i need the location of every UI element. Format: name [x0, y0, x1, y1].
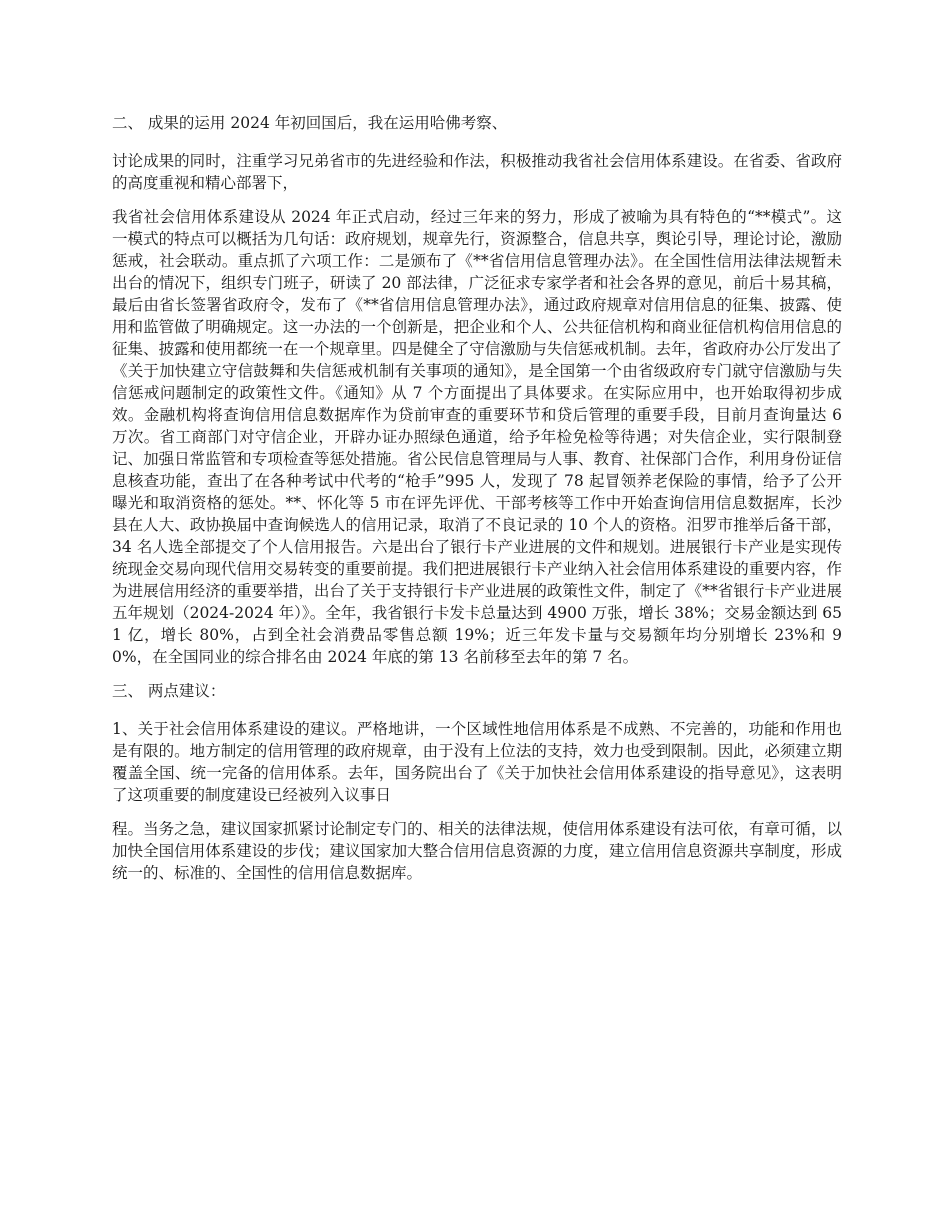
section-heading-suggestions: 三、 两点建议： — [112, 682, 226, 700]
paragraph-intro: 讨论成果的同时，注重学习兄弟省市的先进经验和作法，积极推动我省社会信用体系建设。在省委、省政府的高度重视和精心部署下， — [112, 152, 842, 192]
paragraph-suggestion-1-cont: 程。当务之急，建议国家抓紧讨论制定专门的、相关的法律法规，使信用体系建设有法可依，有章可循，以加快全国信用体系建设的步伐；建议国家加大整合信用信息资源的力度，建立信用信息资源共享制度，形成统一的、标准的、全国性的信用信息数据库。 — [112, 820, 842, 882]
section-heading-results: 二、 成果的运用 2024 年初回国后，我在运用哈佛考察、 — [112, 114, 508, 132]
paragraph-main-work: 我省社会信用体系建设从 2024 年正式启动，经过三年来的努力，形成了被喻为具有特色的“**模式”。这一模式的特点可以概括为几句话：政府规划，规章先行，资源整合，信息共享，舆论引导，理论讨论，激励惩戒，社会联动。重点抓了六项工作：二是颁布了《**省信用信息管理办法》。在全国性信用法律法规暂未出台的情况下，组织专门班子，研读了 20 部法律，广泛征求专家学者和社会各界的意见，前后十易其稿，最后由省长签署省政府令，发布了《**省信用信息管理办法》，通过政府规章对信用信息的征集、披露、使用和监管做了明确规定。这一办法的一个创新是，把企业和个人、公共征信机构和商业征信机构信用信息的征集、披露和使用都统一在一个规章里。四是健全了守信激励与失信惩戒机制。去年，省政府办公厅发出了《关于加快建立守信鼓舞和失信惩戒机制有关事项的通知》，是全国第一个由省级政府专门就守信激励与失信惩戒问题制定的政策性文件。《通知》从 7 个方面提出了具体要求。在实际应用中，也开始取得初步成效。金融机构将查询信用信息数据库作为贷前审查的重要环节和贷后管理的重要手段，目前月查询量达 6 万次。省工商部门对守信企业，开辟办证办照绿色通道，给予年检免检等待遇；对失信企业，实行限制登记、加强日常监管和专项检查等惩处措施。省公民信息管理局与人事、教育、社保部门合作，利用身份证信息核查功能，查出了在各种考试中代考的“枪手”995 人，发现了 78 起冒领养老保险的事情，给予了公开曝光和取消资格的惩处。**、怀化等 5 市在评先评优、干部考核等工作中开始查询信用信息数据库，长沙县在人大、政协换届中查询候选人的信用记录，取消了不良记录的 10 个人的资格。汨罗市推举后备干部，34 名人选全部提交了个人信用报告。六是出台了银行卡产业进展的文件和规划。进展银行卡产业是实现传统现金交易向现代信用交易转变的重要前提。我们把进展银行卡产业纳入社会信用体系建设的重要内容，作为进展信用经济的重要举措，出台了关于支持银行卡产业进展的政策性文件，制定了《**省银行卡产业进展五年规划（2024-2024 年）》。全年，我省银行卡发卡总量达到 4900 万张，增长 38%；交易金额达到 651 亿，增长 80%，占到全社会消费品零售总额 19%；近三年发卡量与交易额年均分别增长 23%和 90%，在全国同业的综合排名由 2024 年底的第 13 名前移至去年的第 7 名。 — [112, 208, 842, 666]
document-body — [112, 112, 842, 896]
paragraph-suggestion-1: 1、关于社会信用体系建设的建议。严格地讲，一个区域性地信用体系是不成熟、不完善的，功能和作用也是有限的。地方制定的信用管理的政府规章，由于没有上位法的支持，效力也受到限制。因此，必须建立期覆盖全国、统一完备的信用体系。去年，国务院出台了《关于加快社会信用体系建设的指导意见》，这表明了这项重要的制度建设已经被列入议事日 — [112, 720, 842, 804]
